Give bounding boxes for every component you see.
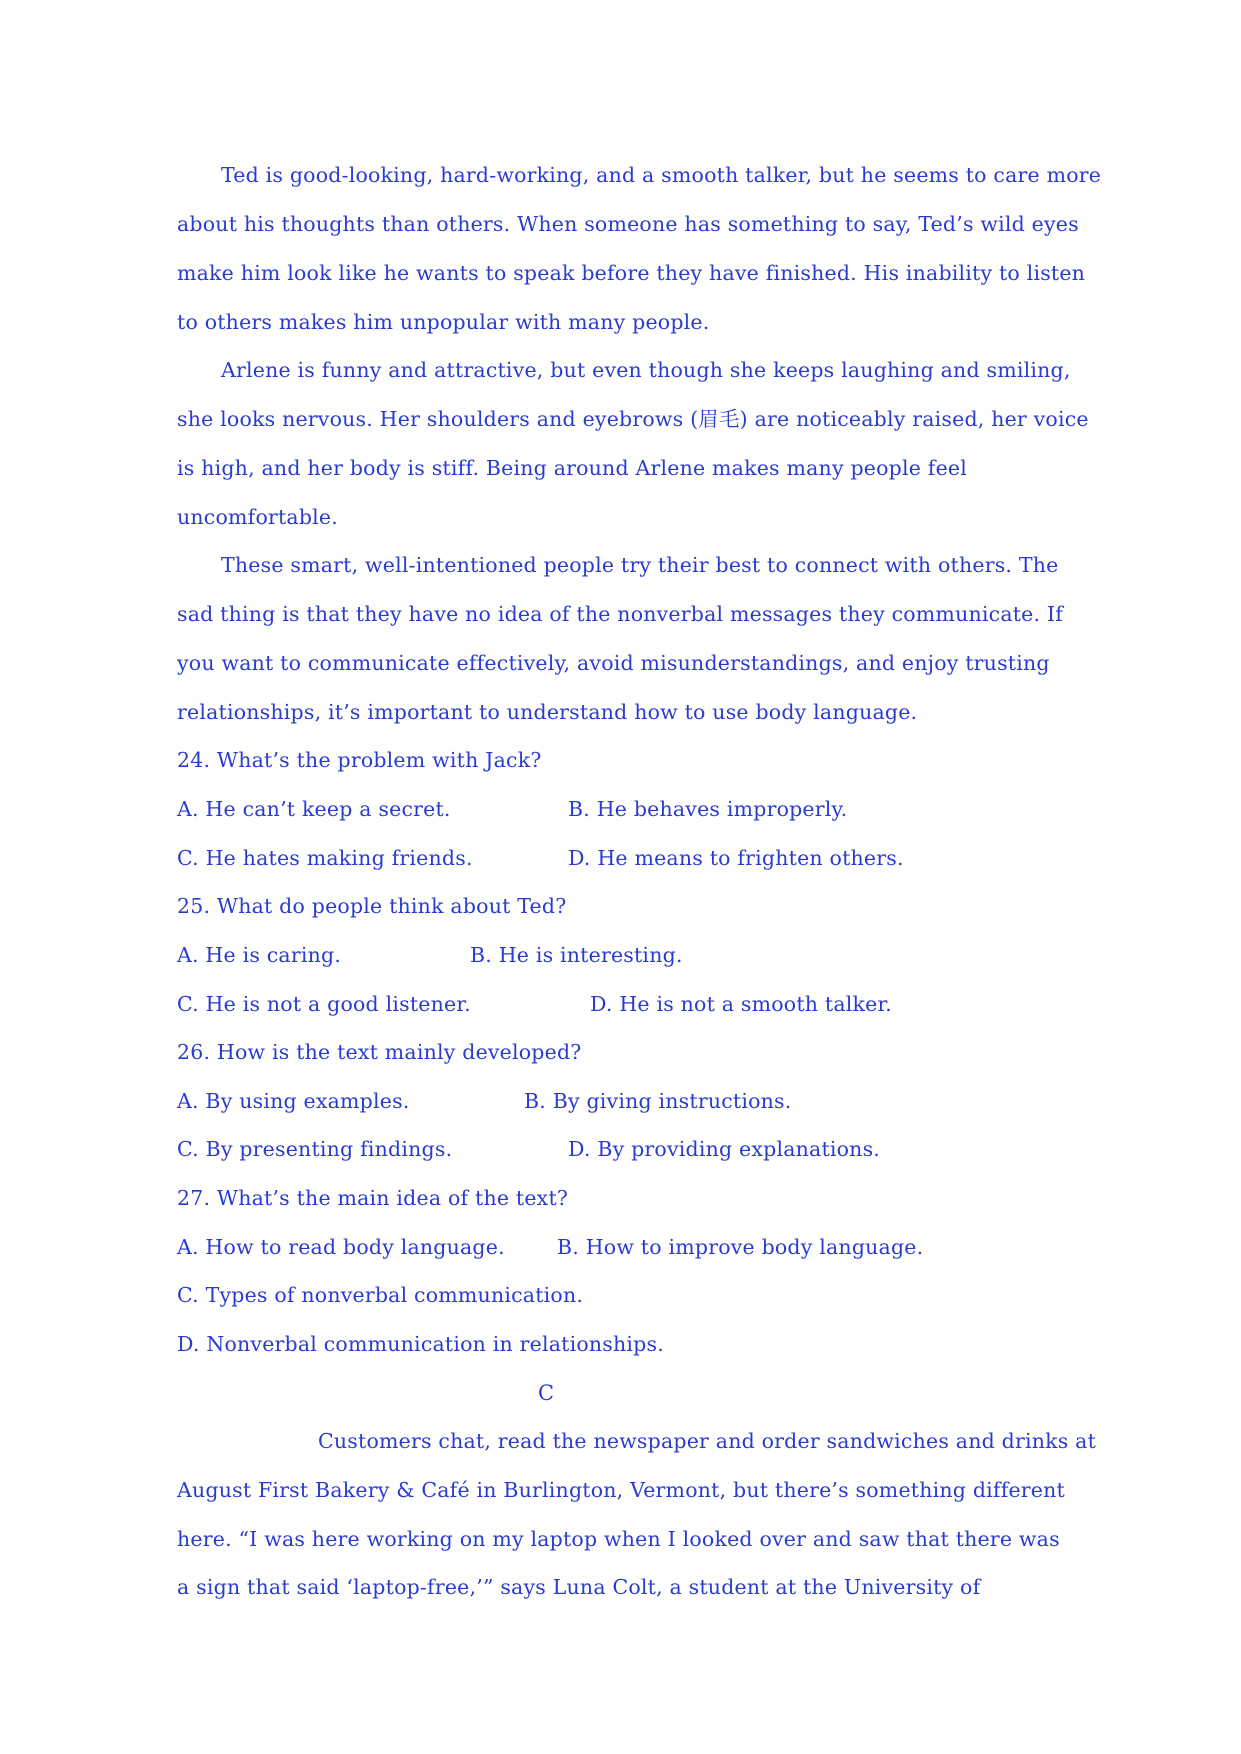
question-25-option-a: A. He is caring. <box>177 943 342 967</box>
question-27-option-d: D. Nonverbal communication in relationships. <box>177 1332 664 1356</box>
question-27-stem: 27. What’s the main idea of the text? <box>177 1186 569 1210</box>
arlene-line-4: uncomfortable. <box>177 505 338 529</box>
question-26-option-d: D. By providing explanations. <box>568 1137 881 1161</box>
ted-line-4: to others makes him unpopular with many people. <box>177 310 710 334</box>
ted-line-1: Ted is good-looking, hard-working, and a smooth talker, but he seems to care more <box>221 163 1102 187</box>
question-25-option-d: D. He is not a smooth talker. <box>590 992 892 1016</box>
conclusion-line-4: relationships, it’s important to understand how to use body language. <box>177 700 918 724</box>
question-26-option-a: A. By using examples. <box>177 1089 410 1113</box>
question-24-option-d: D. He means to frighten others. <box>568 846 904 870</box>
arlene-line-2: she looks nervous. Her shoulders and eyebrows (眉毛) are noticeably raised, her voice <box>177 407 1089 431</box>
passage-c-line-4: a sign that said ‘laptop-free,’” says Luna Colt, a student at the University of <box>177 1575 981 1599</box>
question-27-option-c: C. Types of nonverbal communication. <box>177 1283 584 1307</box>
ted-line-3: make him look like he wants to speak before they have finished. His inability to listen <box>177 261 1086 285</box>
question-26-option-b: B. By giving instructions. <box>524 1089 792 1113</box>
question-26-stem: 26. How is the text mainly developed? <box>177 1040 582 1064</box>
question-24-option-a: A. He can’t keep a secret. <box>177 797 451 821</box>
conclusion-line-1: These smart, well-intentioned people try their best to connect with others. The <box>221 553 1059 577</box>
question-24-option-c: C. He hates making friends. <box>177 846 473 870</box>
passage-c-line-3: here. “I was here working on my laptop when I looked over and saw that there was <box>177 1527 1060 1551</box>
arlene-line-1: Arlene is funny and attractive, but even though she keeps laughing and smiling, <box>221 358 1071 382</box>
passage-c-line-1: Customers chat, read the newspaper and order sandwiches and drinks at <box>318 1429 1097 1453</box>
question-25-option-c: C. He is not a good listener. <box>177 992 471 1016</box>
question-24-stem: 24. What’s the problem with Jack? <box>177 748 542 772</box>
passage-c-line-2: August First Bakery & Café in Burlington, Vermont, but there’s something different <box>177 1478 1065 1502</box>
question-25-stem: 25. What do people think about Ted? <box>177 894 567 918</box>
ted-line-2: about his thoughts than others. When someone has something to say, Ted’s wild eyes <box>177 212 1079 236</box>
question-26-option-c: C. By presenting findings. <box>177 1137 453 1161</box>
conclusion-line-2: sad thing is that they have no idea of the nonverbal messages they communicate. If <box>177 602 1064 626</box>
passage-c-heading: C <box>538 1381 555 1405</box>
conclusion-line-3: you want to communicate effectively, avoid misunderstandings, and enjoy trusting <box>177 651 1050 675</box>
question-25-option-b: B. He is interesting. <box>470 943 683 967</box>
question-24-option-b: B. He behaves improperly. <box>568 797 848 821</box>
question-27-option-b: B. How to improve body language. <box>557 1235 924 1259</box>
arlene-line-3: is high, and her body is stiff. Being around Arlene makes many people feel <box>177 456 967 480</box>
question-27-option-a: A. How to read body language. <box>177 1235 505 1259</box>
